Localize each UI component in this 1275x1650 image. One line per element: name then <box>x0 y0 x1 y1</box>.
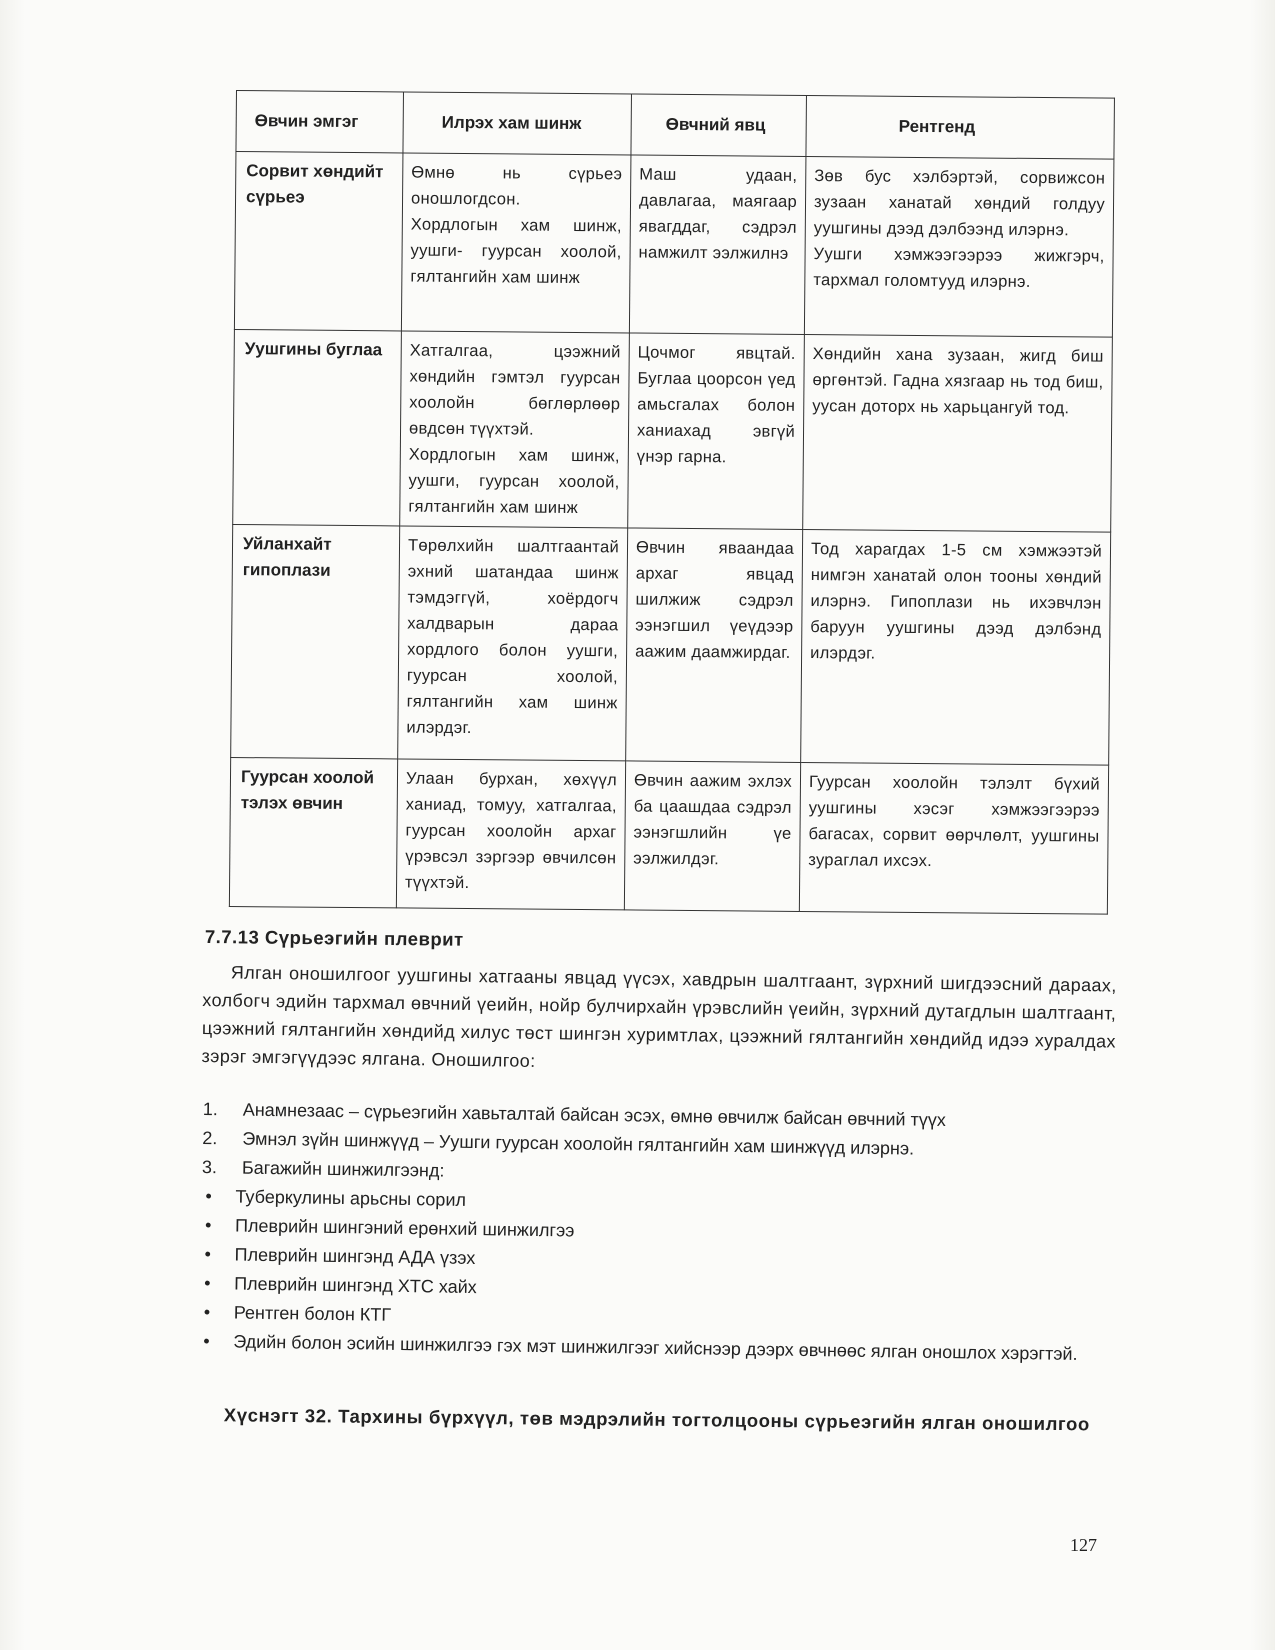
item-text: Багажийн шинжилгээнд: <box>241 1157 445 1181</box>
cell-symptoms <box>401 153 631 333</box>
table-row <box>234 152 1114 338</box>
symptom-line: Төрөлхийн шалтгаантай эхний шатандаа шинж тэмдэггүй, хоёрдогч халдварын дараа хордлого болон уушги, гуурсан хоолой, гялтангийн хам шинж илэрдэг. <box>406 536 620 738</box>
table-row <box>233 329 1113 532</box>
cell-course: Өвчин аажим эхлэх ба цаашдаа сэдрэл ээнэгшлийн үе ээлжилдэг. <box>624 761 800 912</box>
item-text: Плеврийн шингэний ерөнхий шинжилгээ <box>234 1215 575 1241</box>
cell-course: Маш удаан, давлагаа, маягаар явагддаг, сэдрэл намжилт ээлжилнэ <box>629 155 806 335</box>
header-symptoms: Илрэх хам шинж <box>403 92 632 155</box>
cell-symptoms <box>400 331 630 528</box>
item-text: Туберкулины арьсны сорил <box>235 1186 467 1210</box>
cell-disease: Уушгины буглаа <box>233 329 402 525</box>
header-course: Өвчний явц <box>631 94 807 157</box>
xray-line: Хөндийн хана зузаан, жигд биш өргөнтэй. Гадна хязгаар нь тод биш, уусан доторх нь харьцангуй тод. <box>812 345 1104 418</box>
cell-symptoms <box>398 526 628 761</box>
symptom-line: Хордлогын хам шинж, уушги- гуурсан хоолой, гялтангийн хам шинж <box>410 215 622 288</box>
item-text: Анамнезаас – сүрьеэгийн хавьталтай байсан эсэх, өмнө өвчилж байсан өвчний түүх <box>242 1099 946 1131</box>
page-number: 127 <box>1070 1535 1097 1555</box>
item-text: Плеврийн шингэнд ХТС хайх <box>234 1273 477 1298</box>
item-number: 3. <box>201 1156 218 1178</box>
item-text: Плеврийн шингэнд АДА үзэх <box>234 1244 476 1269</box>
cell-xray <box>804 156 1114 337</box>
bullet-icon: • <box>205 1186 212 1207</box>
item-number: 2. <box>202 1127 218 1149</box>
bullet-icon: • <box>204 1215 212 1236</box>
annex-title: Хүснэгт 32. Тархины бүрхүүл, төв мэдрэлийн тогтолцооны сүрьеэгийн ялган оношилгоо <box>223 1404 1090 1435</box>
section-paragraph: Ялган оношилгоог уушгины хатгааны явцад үүсэх, хавдрын шалтгаант, зүрхний шигдээсний дараах, холбогч эдийн тархмал өвчний үеийн, нойр булчирхайн үрэвслийн үеийн, зүрхний дутагдлын шалтгаант, цээжний гялтангийн хөндийд хилус төст шингэн хуримтлах, цээжний гялтангийн хөндийд идээ хуралдах зэрэг эмгэгүүдээс ялгана. Оношилгоо: <box>201 962 1117 1071</box>
header-xray: Рентгенд <box>806 95 1115 159</box>
differential-diagnosis-table <box>229 90 1115 915</box>
table-row <box>229 757 1108 914</box>
bullet-icon: • <box>204 1273 211 1294</box>
xray-line: Гуурсан хоолойн тэлэлт бүхий уушгины хэсэг хэмжээгээрээ багасах, сорвит өөрчлөлт, уушгины зураглал ихсэх. <box>808 773 1101 871</box>
bullet-icon: • <box>204 1244 212 1265</box>
cell-course: Өвчин яваандаа архаг явцад шилжиж сэдрэл ээнэгшил үеүдээр аажим даамжирдаг. <box>626 528 803 763</box>
item-text: Рентген болон КТГ <box>233 1302 392 1325</box>
section-title: 7.7.13 Сүрьеэгийн плеврит <box>204 926 464 950</box>
cell-symptoms <box>396 759 625 910</box>
symptom-line: Улаан бурхан, хөхүүл ханиад, томуу, хатгалгаа, гуурсан хоолойн архаг үрэвсэл зэргээр өвчилсөн түүхтэй. <box>405 769 618 893</box>
symptom-line: Хордлогын хам шинж, уушги, гуурсан хоолой, гялтангийн хам шинж <box>408 445 620 518</box>
cell-disease: Сорвит хөндийт сүрьеэ <box>234 152 403 331</box>
symptom-line: Хатгалгаа, цээжний хөндийн гэмтэл гуурсан хоолойн бөглөрлөөр өвдсөн түүхтэй. <box>408 341 621 439</box>
diagnosis-list <box>199 1095 1103 1369</box>
header-disease: Өвчин эмгэг <box>236 91 404 153</box>
item-text: Эдийн болон эсийн шинжилгээ гэх мэт шинжилгээг хийснээр дээрх өвчнөөс ялган оношлох хэрэгтэй. <box>233 1331 1078 1365</box>
cell-disease: Уйланхайт гипоплази <box>231 524 400 758</box>
bullet-icon: • <box>203 1331 210 1352</box>
table-row <box>231 524 1111 765</box>
cell-course: Цочмог явцтай. Буглаа цоорсон үед амьсгалах болон ханиахад эвгүй үнэр гарна. <box>628 333 805 530</box>
cell-xray <box>801 529 1111 765</box>
cell-xray <box>803 334 1113 532</box>
xray-line: Тод харагдах 1-5 см хэмжээтэй нимгэн ханатай олон тооны хөндий илэрнэ. Гипоплази нь ихэвчлэн баруун уушгины дээд дэлбэнд илэрдэг. <box>810 540 1103 663</box>
table-header-row <box>236 91 1114 160</box>
item-text: Эмнэл зүйн шинжүүд – Уушги гуурсан хоолойн гялтангийн хам шинжүүд илэрнэ. <box>242 1128 915 1159</box>
cell-disease: Гуурсан хоолой тэлэх өвчин <box>229 757 397 907</box>
bullet-icon: • <box>203 1302 211 1323</box>
symptom-line: Өмнө нь сүрьеэ оношлогдсон. <box>410 163 623 209</box>
cell-xray <box>799 762 1108 914</box>
xray-line: Уушги хэмжээгээрээ жижгэрч, тархмал голомтууд илэрнэ. <box>813 245 1105 291</box>
xray-line: Зөв бус хэлбэртэй, сорвижсон зузаан ханатай хөндий голдуу уушгины дээд дэлбээнд илэрнэ. <box>813 167 1106 240</box>
item-number: 1. <box>202 1098 218 1120</box>
